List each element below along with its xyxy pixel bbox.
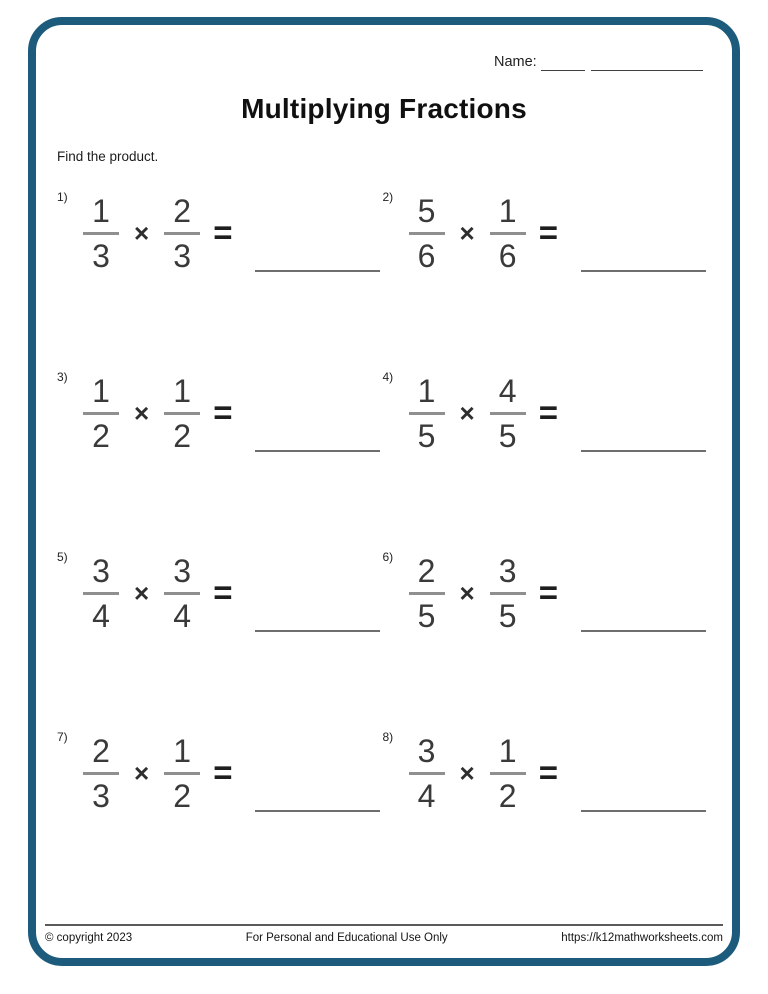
fraction-first <box>83 554 119 633</box>
equals-sign: = <box>213 754 233 792</box>
fraction-denominator: 3 <box>92 237 110 274</box>
equals-sign: = <box>538 214 558 252</box>
name-blank-line[interactable] <box>591 56 703 71</box>
fraction-bar <box>164 232 200 235</box>
problem-expression <box>409 734 706 813</box>
equals-sign: = <box>213 574 233 612</box>
fraction-first <box>409 554 445 633</box>
fraction-numerator: 1 <box>498 733 517 769</box>
answer-blank[interactable] <box>581 450 706 452</box>
fraction-first <box>409 734 445 813</box>
fraction-numerator: 1 <box>92 373 110 409</box>
problem <box>57 365 383 453</box>
fraction-numerator: 1 <box>417 373 436 409</box>
fraction-first <box>83 194 119 273</box>
fraction-bar <box>164 772 200 775</box>
equals-sign: = <box>538 394 558 432</box>
problem <box>383 545 709 633</box>
equals-sign: = <box>213 214 233 252</box>
fraction-bar <box>409 412 445 415</box>
multiply-icon: × <box>134 217 150 248</box>
footer-usage: For Personal and Educational Use Only <box>245 932 448 944</box>
answer-blank[interactable] <box>255 810 380 812</box>
footer <box>45 924 723 944</box>
fraction-bar <box>83 232 119 235</box>
equals-sign: = <box>538 754 558 792</box>
problem-number: 8) <box>382 730 394 744</box>
multiply-icon: × <box>459 577 475 608</box>
fraction-denominator: 5 <box>498 597 517 634</box>
fraction-first <box>409 194 445 273</box>
fraction-bar <box>490 772 526 775</box>
problem <box>383 185 709 273</box>
fraction-bar <box>83 412 119 415</box>
fraction-denominator: 4 <box>173 597 192 634</box>
fraction-denominator: 4 <box>417 777 436 814</box>
fraction-bar <box>83 592 119 595</box>
fraction-denominator: 3 <box>92 777 110 814</box>
footer-url[interactable]: https://k12mathworksheets.com <box>561 932 723 944</box>
multiply-icon: × <box>459 397 475 428</box>
fraction-numerator: 2 <box>417 553 436 589</box>
problems-grid <box>57 185 708 813</box>
fraction-denominator: 5 <box>498 417 517 454</box>
name-label: Name: <box>494 54 537 70</box>
fraction-numerator: 2 <box>92 733 110 769</box>
fraction-numerator: 4 <box>498 373 517 409</box>
fraction-bar <box>409 772 445 775</box>
fraction-numerator: 3 <box>498 553 517 589</box>
equals-sign: = <box>538 574 558 612</box>
answer-blank[interactable] <box>581 270 706 272</box>
fraction-denominator: 6 <box>417 237 436 274</box>
fraction-numerator: 2 <box>173 193 192 229</box>
problem-number: 5) <box>57 550 68 564</box>
problem-number: 3) <box>57 370 68 384</box>
fraction-first <box>409 374 445 453</box>
fraction-second <box>490 374 526 453</box>
multiply-icon: × <box>134 757 150 788</box>
fraction-numerator: 1 <box>92 193 110 229</box>
problem-expression <box>409 194 706 273</box>
answer-blank[interactable] <box>255 450 380 452</box>
fraction-second <box>164 194 200 273</box>
problem-expression <box>83 554 380 633</box>
fraction-numerator: 1 <box>173 373 192 409</box>
fraction-denominator: 5 <box>417 597 436 634</box>
problem <box>57 725 383 813</box>
multiply-icon: × <box>459 757 475 788</box>
problem <box>383 725 709 813</box>
fraction-denominator: 3 <box>173 237 192 274</box>
fraction-numerator: 3 <box>173 553 192 589</box>
answer-blank[interactable] <box>255 630 380 632</box>
fraction-bar <box>164 592 200 595</box>
fraction-first <box>83 734 119 813</box>
fraction-numerator: 1 <box>173 733 192 769</box>
fraction-bar <box>409 592 445 595</box>
fraction-second <box>164 374 200 453</box>
fraction-bar <box>490 592 526 595</box>
fraction-bar <box>409 232 445 235</box>
fraction-bar <box>83 772 119 775</box>
fraction-denominator: 2 <box>173 777 192 814</box>
fraction-denominator: 2 <box>498 777 517 814</box>
fraction-bar <box>490 412 526 415</box>
fraction-denominator: 6 <box>498 237 517 274</box>
instruction-text: Find the product. <box>57 149 159 164</box>
problem-number: 6) <box>382 550 394 564</box>
name-blank-line[interactable] <box>541 56 585 71</box>
fraction-second <box>490 194 526 273</box>
fraction-numerator: 5 <box>417 193 436 229</box>
problem-expression <box>83 194 380 273</box>
problem-expression <box>83 374 380 453</box>
fraction-denominator: 2 <box>92 417 110 454</box>
problem-expression <box>409 374 706 453</box>
fraction-first <box>83 374 119 453</box>
fraction-second <box>490 734 526 813</box>
fraction-denominator: 5 <box>417 417 436 454</box>
answer-blank[interactable] <box>581 810 706 812</box>
answer-blank[interactable] <box>581 630 706 632</box>
problem <box>57 185 383 273</box>
fraction-bar <box>490 232 526 235</box>
problem <box>57 545 383 633</box>
fraction-second <box>164 554 200 633</box>
answer-blank[interactable] <box>255 270 380 272</box>
problem-number: 2) <box>382 190 394 204</box>
footer-copyright: © copyright 2023 <box>45 932 133 944</box>
problem-number: 4) <box>382 370 394 384</box>
problem <box>383 365 709 453</box>
multiply-icon: × <box>134 397 150 428</box>
problem-expression <box>409 554 706 633</box>
problem-number: 1) <box>57 190 68 204</box>
fraction-second <box>490 554 526 633</box>
page-title: Multiplying Fractions <box>241 93 527 124</box>
fraction-numerator: 1 <box>498 193 517 229</box>
fraction-denominator: 2 <box>173 417 192 454</box>
multiply-icon: × <box>459 217 475 248</box>
fraction-numerator: 3 <box>417 733 436 769</box>
multiply-icon: × <box>134 577 150 608</box>
equals-sign: = <box>213 394 233 432</box>
fraction-second <box>164 734 200 813</box>
problem-expression <box>83 734 380 813</box>
fraction-bar <box>164 412 200 415</box>
problem-number: 7) <box>57 730 68 744</box>
name-row <box>494 54 703 71</box>
fraction-numerator: 3 <box>92 553 110 589</box>
fraction-denominator: 4 <box>92 597 110 634</box>
